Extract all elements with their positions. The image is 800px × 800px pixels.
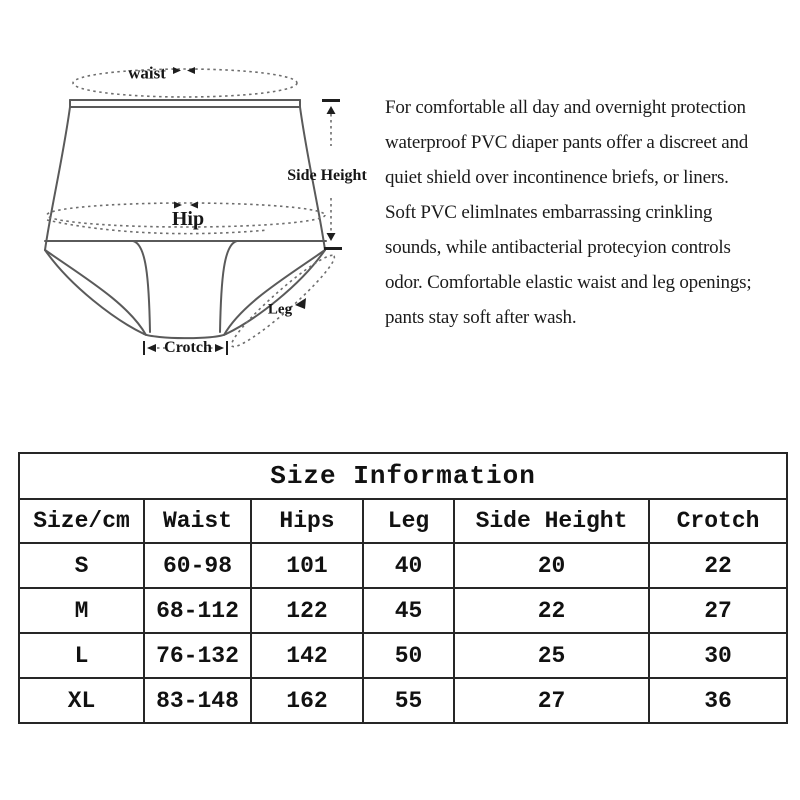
cell-hips: 122 — [251, 588, 363, 633]
side-height-up-arrow-icon — [327, 106, 336, 114]
cell-side-height: 27 — [454, 678, 649, 723]
column-header-hips: Hips — [251, 499, 363, 543]
crotch-arrow-left-icon — [147, 344, 156, 352]
description-line: pants stay soft after wash. — [385, 307, 577, 328]
right-leg-inner-curve — [220, 241, 237, 332]
waist-label: waist — [128, 63, 166, 83]
column-header-size: Size/cm — [19, 499, 144, 543]
description-line: Soft PVC elimlnates embarrassing crinkling — [385, 202, 713, 223]
cell-size: XL — [19, 678, 144, 723]
cell-waist: 68-112 — [144, 588, 251, 633]
side-height-label: Side Height — [287, 167, 367, 184]
measurement-diagram — [30, 28, 370, 380]
cell-crotch: 36 — [649, 678, 787, 723]
crotch-bottom-line — [144, 334, 226, 338]
hip-label: Hip — [171, 208, 205, 230]
cell-leg: 45 — [363, 588, 454, 633]
side-height-bottom-tick — [324, 247, 342, 250]
cell-hips: 162 — [251, 678, 363, 723]
table-header-row — [19, 499, 787, 543]
column-header-waist: Waist — [144, 499, 251, 543]
waist-arrow-left-icon — [187, 67, 195, 74]
table-row — [19, 633, 787, 678]
left-leg-outer-curve — [45, 250, 144, 334]
cell-leg: 40 — [363, 543, 454, 588]
product-description — [385, 90, 800, 335]
left-leg-inner-curve — [133, 241, 150, 332]
description-line: quiet shield over incontinence briefs, or liners. — [385, 167, 729, 188]
crotch-label: Crotch — [164, 339, 212, 356]
right-leg-outer-curve — [226, 250, 325, 334]
crotch-right-bar — [226, 341, 228, 355]
column-header-crotch: Crotch — [649, 499, 787, 543]
cell-leg: 55 — [363, 678, 454, 723]
waist-arrow-right-icon — [173, 67, 181, 74]
description-line: For comfortable all day and overnight protection — [385, 97, 746, 118]
left-leg-mid-curve — [45, 250, 146, 335]
side-height-top-tick — [322, 99, 340, 102]
cell-size: S — [19, 543, 144, 588]
pants-line-art-icon — [30, 28, 370, 380]
waist-ellipse — [73, 69, 297, 97]
cell-waist: 83-148 — [144, 678, 251, 723]
table-row — [19, 543, 787, 588]
cell-side-height: 20 — [454, 543, 649, 588]
cell-crotch: 27 — [649, 588, 787, 633]
table-title: Size Information — [19, 453, 787, 499]
crotch-arrow-right-icon — [215, 344, 224, 352]
leg-label: Leg — [267, 301, 293, 318]
cell-crotch: 30 — [649, 633, 787, 678]
crotch-left-bar — [143, 341, 145, 355]
description-line: odor. Comfortable elastic waist and leg openings; — [385, 272, 752, 293]
cell-size: M — [19, 588, 144, 633]
cell-size: L — [19, 633, 144, 678]
table-title-row — [19, 453, 787, 499]
cell-hips: 101 — [251, 543, 363, 588]
cell-waist: 60-98 — [144, 543, 251, 588]
description-line: sounds, while antibacterial protecyion controls — [385, 237, 731, 258]
table-row — [19, 588, 787, 633]
cell-side-height: 25 — [454, 633, 649, 678]
cell-leg: 50 — [363, 633, 454, 678]
cell-crotch: 22 — [649, 543, 787, 588]
column-header-side-height: Side Height — [454, 499, 649, 543]
column-header-leg: Leg — [363, 499, 454, 543]
cell-side-height: 22 — [454, 588, 649, 633]
size-information-table — [18, 452, 788, 724]
cell-waist: 76-132 — [144, 633, 251, 678]
table-row — [19, 678, 787, 723]
description-line: waterproof PVC diaper pants offer a discreet and — [385, 132, 749, 153]
left-side-edge — [45, 107, 70, 250]
cell-hips: 142 — [251, 633, 363, 678]
side-height-down-arrow-icon — [327, 233, 336, 241]
